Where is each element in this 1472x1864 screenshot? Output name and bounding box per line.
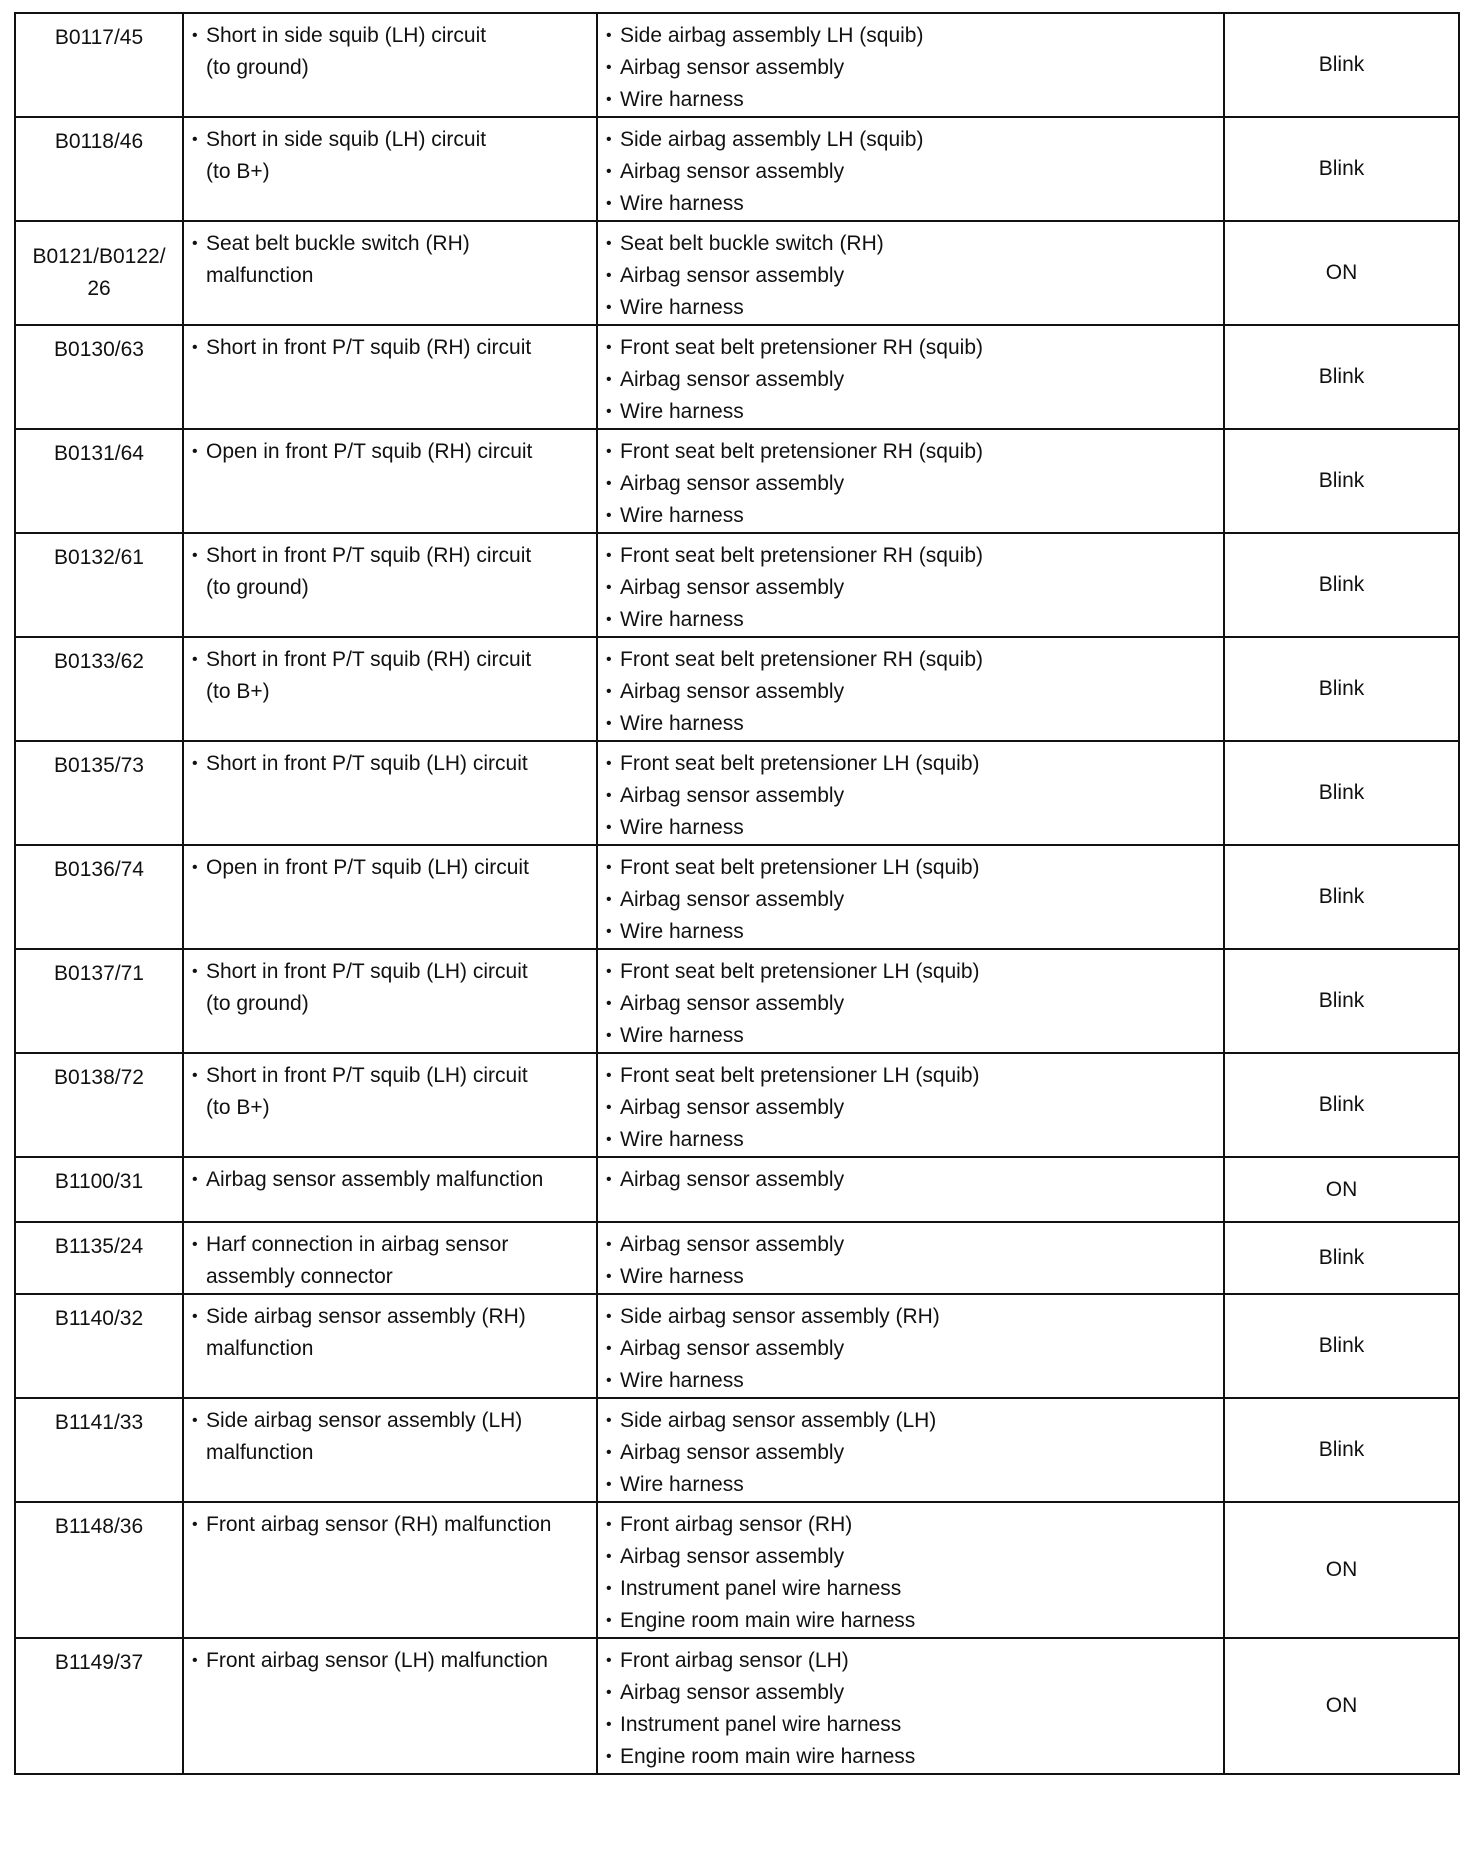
warning-lamp-status: ON bbox=[1325, 1177, 1358, 1201]
warning-lamp-status: Blink bbox=[1318, 365, 1365, 388]
trouble-item bbox=[192, 644, 588, 708]
dtc-code-cell bbox=[15, 845, 183, 949]
dtc-code: B1149/37 bbox=[54, 1651, 144, 1674]
trouble-area-item: • Side airbag assembly LH (squib) bbox=[606, 124, 1215, 156]
trouble-text-line: • Short in side squib (LH) circuit bbox=[206, 24, 487, 47]
trouble-area-item: • Front seat belt pretensioner LH (squib) bbox=[606, 1060, 1215, 1092]
trouble-cell bbox=[183, 1502, 597, 1638]
trouble-area-item: • Airbag sensor assembly bbox=[606, 988, 1215, 1020]
trouble-area-item: • Front airbag sensor (LH) bbox=[606, 1645, 1215, 1677]
trouble-item bbox=[192, 1060, 588, 1124]
dtc-code: B0130/63 bbox=[54, 338, 144, 361]
warning-lamp-status: Blink bbox=[1318, 1093, 1365, 1116]
trouble-item bbox=[192, 436, 588, 468]
table-row bbox=[15, 221, 1459, 325]
trouble-areas-cell bbox=[597, 221, 1224, 325]
trouble-item bbox=[192, 124, 588, 188]
dtc-code-cell bbox=[15, 1053, 183, 1157]
trouble-cell bbox=[183, 741, 597, 845]
table-row bbox=[15, 1157, 1459, 1222]
dtc-code: B0136/74 bbox=[54, 858, 144, 881]
trouble-item bbox=[192, 1229, 588, 1293]
trouble-area-item: • Wire harness bbox=[606, 1020, 1215, 1052]
trouble-text-line: (to ground) bbox=[206, 992, 309, 1015]
trouble-text-line: (to B+) bbox=[206, 680, 270, 703]
dtc-code-cell bbox=[15, 533, 183, 637]
dtc-code-cell bbox=[15, 1294, 183, 1398]
warning-lamp-status: Blink bbox=[1318, 573, 1365, 596]
warning-lamp-status: Blink bbox=[1318, 1246, 1365, 1269]
trouble-text-line: • Short in front P/T squib (RH) circuit bbox=[206, 336, 532, 359]
trouble-areas-cell bbox=[597, 741, 1224, 845]
warning-lamp-cell bbox=[1224, 1222, 1459, 1294]
trouble-cell bbox=[183, 637, 597, 741]
trouble-areas-cell bbox=[597, 1053, 1224, 1157]
trouble-areas-cell bbox=[597, 429, 1224, 533]
warning-lamp-status: Blink bbox=[1318, 469, 1365, 492]
trouble-cell bbox=[183, 221, 597, 325]
trouble-cell bbox=[183, 13, 597, 117]
dtc-code: B0138/72 bbox=[54, 1066, 144, 1089]
trouble-areas-cell bbox=[597, 1157, 1224, 1222]
trouble-area-item: • Airbag sensor assembly bbox=[606, 1164, 1215, 1196]
table-row bbox=[15, 13, 1459, 117]
trouble-area-item: • Front seat belt pretensioner RH (squib) bbox=[606, 436, 1215, 468]
warning-lamp-cell bbox=[1224, 1053, 1459, 1157]
warning-lamp-status: ON bbox=[1325, 1694, 1358, 1717]
trouble-item bbox=[192, 1405, 588, 1469]
trouble-area-item: • Front airbag sensor (RH) bbox=[606, 1509, 1215, 1541]
trouble-text-line: (to ground) bbox=[206, 56, 309, 79]
warning-lamp-status: Blink bbox=[1318, 781, 1365, 804]
dtc-table-body bbox=[15, 13, 1459, 1774]
warning-lamp-cell bbox=[1224, 845, 1459, 949]
trouble-areas-cell bbox=[597, 1222, 1224, 1294]
trouble-item bbox=[192, 852, 588, 884]
trouble-text-line: • Open in front P/T squib (LH) circuit bbox=[206, 856, 529, 879]
warning-lamp-status: Blink bbox=[1318, 1438, 1365, 1461]
trouble-area-item: • Airbag sensor assembly bbox=[606, 1677, 1215, 1709]
trouble-text-line: (to B+) bbox=[206, 160, 270, 183]
trouble-area-item: • Wire harness bbox=[606, 916, 1215, 948]
trouble-text-line: • Front airbag sensor (LH) malfunction bbox=[206, 1649, 548, 1672]
trouble-area-item: • Wire harness bbox=[606, 604, 1215, 636]
trouble-areas-cell bbox=[597, 1638, 1224, 1774]
trouble-cell bbox=[183, 1157, 597, 1222]
trouble-area-item: • Airbag sensor assembly bbox=[606, 1437, 1215, 1469]
trouble-text-line: • Harf connection in airbag sensor bbox=[206, 1233, 509, 1256]
trouble-cell bbox=[183, 949, 597, 1053]
trouble-area-item: • Instrument panel wire harness bbox=[606, 1573, 1215, 1605]
trouble-area-item: • Front seat belt pretensioner LH (squib) bbox=[606, 748, 1215, 780]
dtc-code-continued: 26 bbox=[87, 277, 111, 300]
table-row bbox=[15, 637, 1459, 741]
warning-lamp-status: Blink bbox=[1318, 1334, 1365, 1357]
trouble-text-line: • Short in front P/T squib (LH) circuit bbox=[206, 752, 528, 775]
trouble-cell bbox=[183, 1294, 597, 1398]
trouble-item bbox=[192, 1645, 588, 1677]
table-row bbox=[15, 1053, 1459, 1157]
table-row bbox=[15, 1294, 1459, 1398]
warning-lamp-cell bbox=[1224, 949, 1459, 1053]
trouble-area-item: • Wire harness bbox=[606, 188, 1215, 220]
trouble-text-line: • Front airbag sensor (RH) malfunction bbox=[206, 1513, 552, 1536]
trouble-cell bbox=[183, 429, 597, 533]
trouble-text-line: assembly connector bbox=[206, 1265, 393, 1288]
trouble-cell bbox=[183, 1638, 597, 1774]
warning-lamp-status: Blink bbox=[1318, 885, 1365, 908]
dtc-code: B0118/46 bbox=[54, 130, 144, 153]
trouble-areas-cell bbox=[597, 949, 1224, 1053]
trouble-area-item: • Airbag sensor assembly bbox=[606, 52, 1215, 84]
dtc-code-cell bbox=[15, 429, 183, 533]
trouble-area-item: • Wire harness bbox=[606, 1261, 1215, 1293]
dtc-code: B0117/45 bbox=[54, 26, 144, 49]
warning-lamp-cell bbox=[1224, 325, 1459, 429]
table-row bbox=[15, 1638, 1459, 1774]
warning-lamp-cell bbox=[1224, 637, 1459, 741]
trouble-areas-cell bbox=[597, 1502, 1224, 1638]
trouble-area-item: • Front seat belt pretensioner RH (squib) bbox=[606, 644, 1215, 676]
trouble-area-item: • Wire harness bbox=[606, 292, 1215, 324]
trouble-text-line: (to B+) bbox=[206, 1096, 270, 1119]
dtc-code: B0132/61 bbox=[54, 546, 144, 569]
table-row bbox=[15, 117, 1459, 221]
dtc-code-cell bbox=[15, 221, 183, 325]
trouble-area-item: • Airbag sensor assembly bbox=[606, 1092, 1215, 1124]
trouble-areas-cell bbox=[597, 117, 1224, 221]
trouble-cell bbox=[183, 1222, 597, 1294]
trouble-area-item: • Side airbag sensor assembly (RH) bbox=[606, 1301, 1215, 1333]
dtc-code: B0137/71 bbox=[54, 962, 144, 985]
dtc-code: B1141/33 bbox=[54, 1411, 144, 1434]
trouble-area-item: • Airbag sensor assembly bbox=[606, 884, 1215, 916]
trouble-text-line: malfunction bbox=[206, 1337, 314, 1360]
trouble-area-item: • Airbag sensor assembly bbox=[606, 572, 1215, 604]
dtc-code: B0121/B0122/ bbox=[32, 245, 166, 268]
trouble-area-item: • Instrument panel wire harness bbox=[606, 1709, 1215, 1741]
warning-lamp-cell bbox=[1224, 1157, 1459, 1222]
warning-lamp-cell bbox=[1224, 1294, 1459, 1398]
trouble-text-line: • Short in front P/T squib (LH) circuit bbox=[206, 960, 528, 983]
trouble-area-item: • Wire harness bbox=[606, 396, 1215, 428]
dtc-code-cell bbox=[15, 325, 183, 429]
dtc-code: B1100/31 bbox=[54, 1170, 144, 1193]
trouble-area-item: • Airbag sensor assembly bbox=[606, 1541, 1215, 1573]
trouble-text-line: (to ground) bbox=[206, 576, 309, 599]
dtc-code: B0135/73 bbox=[54, 754, 144, 777]
trouble-area-item: • Airbag sensor assembly bbox=[606, 1333, 1215, 1365]
trouble-item bbox=[192, 20, 588, 84]
dtc-code: B0133/62 bbox=[54, 650, 144, 673]
table-row bbox=[15, 1502, 1459, 1638]
trouble-area-item: • Airbag sensor assembly bbox=[606, 1229, 1215, 1261]
trouble-areas-cell bbox=[597, 1398, 1224, 1502]
trouble-text-line: • Short in front P/T squib (RH) circuit bbox=[206, 648, 532, 671]
table-row bbox=[15, 741, 1459, 845]
table-row bbox=[15, 429, 1459, 533]
trouble-text-line: • Short in side squib (LH) circuit bbox=[206, 128, 487, 151]
trouble-cell bbox=[183, 1053, 597, 1157]
trouble-text-line: • Open in front P/T squib (RH) circuit bbox=[206, 440, 533, 463]
trouble-cell bbox=[183, 117, 597, 221]
dtc-code: B1140/32 bbox=[54, 1307, 144, 1330]
trouble-text-line: • Airbag sensor assembly malfunction bbox=[206, 1168, 544, 1191]
trouble-item bbox=[192, 748, 588, 780]
trouble-area-item: • Wire harness bbox=[606, 1469, 1215, 1501]
trouble-item bbox=[192, 1509, 588, 1541]
trouble-area-item: • Wire harness bbox=[606, 1124, 1215, 1156]
trouble-area-item: • Airbag sensor assembly bbox=[606, 156, 1215, 188]
trouble-cell bbox=[183, 325, 597, 429]
trouble-area-item: • Engine room main wire harness bbox=[606, 1741, 1215, 1773]
trouble-cell bbox=[183, 1398, 597, 1502]
trouble-area-item: • Wire harness bbox=[606, 500, 1215, 532]
trouble-area-item: • Wire harness bbox=[606, 812, 1215, 844]
trouble-area-item: • Airbag sensor assembly bbox=[606, 468, 1215, 500]
trouble-cell bbox=[183, 845, 597, 949]
trouble-item bbox=[192, 1164, 588, 1196]
trouble-area-item: • Side airbag sensor assembly (LH) bbox=[606, 1405, 1215, 1437]
dtc-code-cell bbox=[15, 949, 183, 1053]
dtc-table bbox=[14, 12, 1460, 1775]
warning-lamp-cell bbox=[1224, 1638, 1459, 1774]
dtc-code-cell bbox=[15, 1638, 183, 1774]
trouble-area-item: • Front seat belt pretensioner LH (squib) bbox=[606, 956, 1215, 988]
dtc-code: B1148/36 bbox=[54, 1515, 144, 1538]
dtc-code-cell bbox=[15, 1398, 183, 1502]
warning-lamp-status: Blink bbox=[1318, 53, 1365, 76]
trouble-text-line: malfunction bbox=[206, 264, 314, 287]
trouble-area-item: • Airbag sensor assembly bbox=[606, 676, 1215, 708]
trouble-area-item: • Front seat belt pretensioner RH (squib) bbox=[606, 540, 1215, 572]
trouble-areas-cell bbox=[597, 533, 1224, 637]
trouble-area-item: • Airbag sensor assembly bbox=[606, 780, 1215, 812]
trouble-area-item: • Airbag sensor assembly bbox=[606, 364, 1215, 396]
dtc-code: B0131/64 bbox=[54, 442, 144, 465]
trouble-area-item: • Wire harness bbox=[606, 1365, 1215, 1397]
dtc-code-cell bbox=[15, 1222, 183, 1294]
trouble-item bbox=[192, 1301, 588, 1365]
table-row bbox=[15, 533, 1459, 637]
trouble-area-item: • Engine room main wire harness bbox=[606, 1605, 1215, 1637]
warning-lamp-status: Blink bbox=[1318, 677, 1365, 700]
table-row bbox=[15, 845, 1459, 949]
trouble-area-item: • Front seat belt pretensioner RH (squib) bbox=[606, 332, 1215, 364]
trouble-areas-cell bbox=[597, 13, 1224, 117]
trouble-item bbox=[192, 332, 588, 364]
trouble-item bbox=[192, 540, 588, 604]
warning-lamp-status: Blink bbox=[1318, 989, 1365, 1012]
warning-lamp-cell bbox=[1224, 1502, 1459, 1638]
trouble-area-item: • Front seat belt pretensioner LH (squib) bbox=[606, 852, 1215, 884]
trouble-cell bbox=[183, 533, 597, 637]
warning-lamp-cell bbox=[1224, 741, 1459, 845]
trouble-text-line: • Short in front P/T squib (LH) circuit bbox=[206, 1064, 528, 1087]
table-row bbox=[15, 1222, 1459, 1294]
trouble-area-item: • Side airbag assembly LH (squib) bbox=[606, 20, 1215, 52]
trouble-item bbox=[192, 956, 588, 1020]
trouble-areas-cell bbox=[597, 1294, 1224, 1398]
trouble-area-item: • Wire harness bbox=[606, 84, 1215, 116]
dtc-code-cell bbox=[15, 117, 183, 221]
dtc-code-cell bbox=[15, 637, 183, 741]
warning-lamp-cell bbox=[1224, 117, 1459, 221]
trouble-text-line: • Side airbag sensor assembly (RH) bbox=[206, 1305, 526, 1328]
table-row bbox=[15, 325, 1459, 429]
dtc-code-cell bbox=[15, 1502, 183, 1638]
warning-lamp-cell bbox=[1224, 429, 1459, 533]
warning-lamp-cell bbox=[1224, 221, 1459, 325]
trouble-text-line: • Side airbag sensor assembly (LH) bbox=[206, 1409, 523, 1432]
warning-lamp-cell bbox=[1224, 533, 1459, 637]
trouble-areas-cell bbox=[597, 845, 1224, 949]
trouble-text-line: malfunction bbox=[206, 1441, 314, 1464]
dtc-code: B1135/24 bbox=[54, 1235, 144, 1258]
table-row bbox=[15, 949, 1459, 1053]
trouble-areas-cell bbox=[597, 637, 1224, 741]
trouble-area-item: • Wire harness bbox=[606, 708, 1215, 740]
trouble-text-line: • Seat belt buckle switch (RH) bbox=[206, 232, 470, 255]
warning-lamp-status: ON bbox=[1325, 261, 1358, 284]
warning-lamp-status: Blink bbox=[1318, 157, 1365, 180]
warning-lamp-cell bbox=[1224, 13, 1459, 117]
warning-lamp-status: ON bbox=[1325, 1558, 1358, 1581]
trouble-area-item: • Airbag sensor assembly bbox=[606, 260, 1215, 292]
trouble-text-line: • Short in front P/T squib (RH) circuit bbox=[206, 544, 532, 567]
trouble-areas-cell bbox=[597, 325, 1224, 429]
warning-lamp-cell bbox=[1224, 1398, 1459, 1502]
trouble-area-item: • Seat belt buckle switch (RH) bbox=[606, 228, 1215, 260]
dtc-code-cell bbox=[15, 1157, 183, 1222]
dtc-code-cell bbox=[15, 741, 183, 845]
trouble-item bbox=[192, 228, 588, 292]
table-row bbox=[15, 1398, 1459, 1502]
dtc-code-cell bbox=[15, 13, 183, 117]
